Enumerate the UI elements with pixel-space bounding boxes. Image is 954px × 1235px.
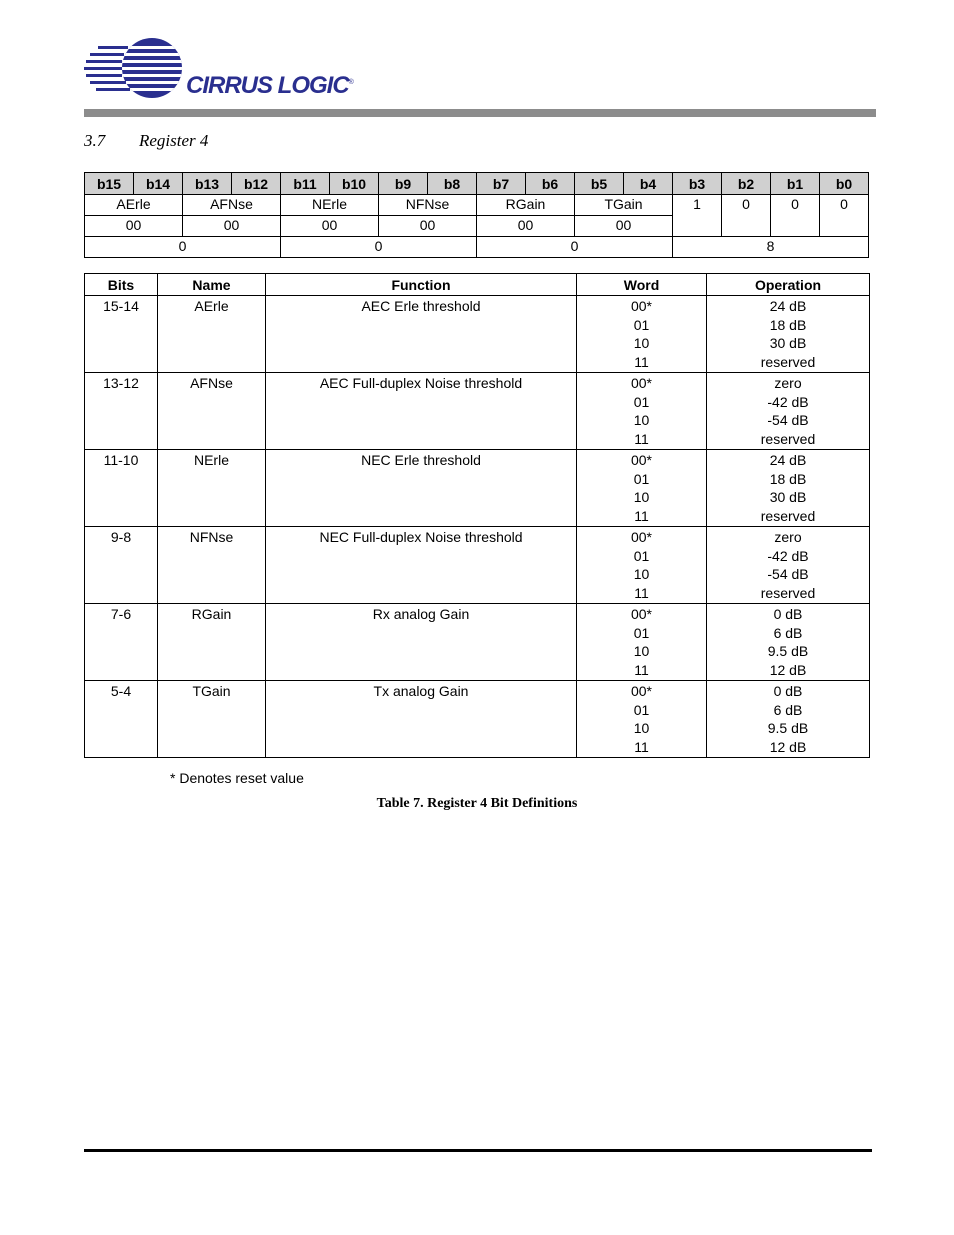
table-row <box>85 373 870 450</box>
word-value: 11 <box>634 354 649 371</box>
operation-value: 9.5 dB <box>767 720 809 737</box>
function-cell: NEC Full-duplex Noise threshold <box>266 527 577 604</box>
header-bar <box>84 109 876 117</box>
word-value: 00* <box>630 298 653 314</box>
section-number: 3.7 <box>84 131 106 150</box>
word-value: 01 <box>633 547 650 564</box>
table-row <box>85 296 870 373</box>
footnote: * Denotes reset value <box>170 770 304 786</box>
operation-value: 12 dB <box>769 662 807 679</box>
function-cell: NEC Erle threshold <box>266 450 577 527</box>
field-name: TGain <box>575 195 673 216</box>
function-cell: Tx analog Gain <box>266 681 577 758</box>
word-value: 11 <box>634 585 649 602</box>
function-cell: AEC Full-duplex Noise threshold <box>266 373 577 450</box>
hex-digit: 0 <box>85 237 281 258</box>
field-name: AErle <box>85 195 183 216</box>
name-cell: AErle <box>158 296 266 373</box>
bits-cell: 15-14 <box>85 296 158 373</box>
word-value: 00* <box>630 683 653 699</box>
word-value: 11 <box>634 662 649 679</box>
column-header: Bits <box>85 274 158 296</box>
operation-value: zero <box>774 375 802 391</box>
bit-header: b14 <box>134 173 183 195</box>
word-value: 01 <box>633 393 650 410</box>
footer-rule <box>84 1149 872 1152</box>
operation-value: 9.5 dB <box>767 643 809 660</box>
word-value: 00* <box>630 529 653 545</box>
bit-header: b4 <box>624 173 673 195</box>
bit-header: b15 <box>85 173 134 195</box>
hex-row <box>85 237 869 258</box>
word-value: 00* <box>630 452 653 468</box>
field-name: NErle <box>281 195 379 216</box>
bit-header: b8 <box>428 173 477 195</box>
section-title <box>84 131 208 151</box>
bit-header: b1 <box>771 173 820 195</box>
field-name: NFNse <box>379 195 477 216</box>
table-row <box>85 604 870 681</box>
bit-header: b2 <box>722 173 771 195</box>
operation-cell <box>707 296 870 373</box>
name-cell: RGain <box>158 604 266 681</box>
operation-value: reserved <box>760 354 816 371</box>
name-cell: NFNse <box>158 527 266 604</box>
bits-cell: 7-6 <box>85 604 158 681</box>
word-cell <box>577 681 707 758</box>
operation-value: zero <box>774 529 802 545</box>
operation-value: 24 dB <box>769 452 807 468</box>
bits-cell: 13-12 <box>85 373 158 450</box>
operation-value: 24 dB <box>769 298 807 314</box>
word-value: 10 <box>633 720 650 737</box>
hex-digit: 0 <box>281 237 477 258</box>
operation-value: 12 dB <box>769 739 807 756</box>
word-value: 11 <box>634 739 649 756</box>
word-value: 10 <box>633 489 650 506</box>
word-value: 00* <box>630 375 653 391</box>
fixed-bit: 0 <box>771 195 820 237</box>
word-value: 00* <box>630 606 653 622</box>
word-cell <box>577 527 707 604</box>
function-cell: Rx analog Gain <box>266 604 577 681</box>
operation-value: 6 dB <box>773 701 803 718</box>
operation-value: 30 dB <box>769 335 807 352</box>
word-value: 01 <box>633 316 650 333</box>
operation-value: -54 dB <box>767 566 809 583</box>
definitions-header-row <box>85 274 870 296</box>
word-value: 10 <box>633 643 650 660</box>
operation-value: 18 dB <box>769 316 807 333</box>
operation-cell <box>707 450 870 527</box>
fixed-bit: 1 <box>673 195 722 237</box>
bits-cell: 11-10 <box>85 450 158 527</box>
operation-cell <box>707 604 870 681</box>
column-header: Name <box>158 274 266 296</box>
word-value: 10 <box>633 335 650 352</box>
bit-header-row <box>85 173 869 195</box>
bit-header: b9 <box>379 173 428 195</box>
word-cell <box>577 373 707 450</box>
table-row <box>85 450 870 527</box>
field-value: 00 <box>85 216 183 237</box>
name-cell: TGain <box>158 681 266 758</box>
operation-value: 30 dB <box>769 489 807 506</box>
function-cell: AEC Erle threshold <box>266 296 577 373</box>
bit-header: b0 <box>820 173 869 195</box>
bit-header: b3 <box>673 173 722 195</box>
field-value: 00 <box>183 216 281 237</box>
operation-value: -54 dB <box>767 412 809 429</box>
name-cell: AFNse <box>158 373 266 450</box>
word-value: 11 <box>634 431 649 448</box>
word-cell <box>577 450 707 527</box>
fixed-bit: 0 <box>722 195 771 237</box>
word-value: 01 <box>633 470 650 487</box>
hex-digit: 8 <box>673 237 869 258</box>
bit-header: b12 <box>232 173 281 195</box>
bit-definitions-table <box>84 273 870 758</box>
field-value: 00 <box>379 216 477 237</box>
operation-value: -42 dB <box>767 547 809 564</box>
bit-header: b6 <box>526 173 575 195</box>
operation-cell <box>707 373 870 450</box>
operation-value: 6 dB <box>773 624 803 641</box>
table-row <box>85 527 870 604</box>
operation-value: reserved <box>760 431 816 448</box>
bits-cell: 9-8 <box>85 527 158 604</box>
word-value: 10 <box>633 412 650 429</box>
column-header: Function <box>266 274 577 296</box>
table-row <box>85 681 870 758</box>
operation-value: -42 dB <box>767 393 809 410</box>
field-value: 00 <box>281 216 379 237</box>
column-header: Word <box>577 274 707 296</box>
section-name: Register 4 <box>139 131 209 150</box>
field-name-row <box>85 195 869 216</box>
field-value: 00 <box>477 216 575 237</box>
bit-header: b13 <box>183 173 232 195</box>
bits-cell: 5-4 <box>85 681 158 758</box>
field-name: RGain <box>477 195 575 216</box>
operation-cell <box>707 527 870 604</box>
word-cell <box>577 296 707 373</box>
field-name: AFNse <box>183 195 281 216</box>
operation-cell <box>707 681 870 758</box>
operation-value: reserved <box>760 508 816 525</box>
field-value: 00 <box>575 216 673 237</box>
word-value: 01 <box>633 701 650 718</box>
operation-value: reserved <box>760 585 816 602</box>
word-value: 10 <box>633 566 650 583</box>
bit-header: b7 <box>477 173 526 195</box>
table-caption: Table 7. Register 4 Bit Definitions <box>376 796 578 811</box>
brand-name: CIRRUS LOGIC® <box>186 72 353 99</box>
column-header: Operation <box>707 274 870 296</box>
word-cell <box>577 604 707 681</box>
bit-header: b11 <box>281 173 330 195</box>
operation-value: 18 dB <box>769 470 807 487</box>
bit-header: b5 <box>575 173 624 195</box>
hex-digit: 0 <box>477 237 673 258</box>
fixed-bit: 0 <box>820 195 869 237</box>
register-bitmap-table <box>84 172 869 258</box>
operation-value: 0 dB <box>773 606 803 622</box>
word-value: 01 <box>633 624 650 641</box>
operation-value: 0 dB <box>773 683 803 699</box>
word-value: 11 <box>634 508 649 525</box>
bit-header: b10 <box>330 173 379 195</box>
name-cell: NErle <box>158 450 266 527</box>
